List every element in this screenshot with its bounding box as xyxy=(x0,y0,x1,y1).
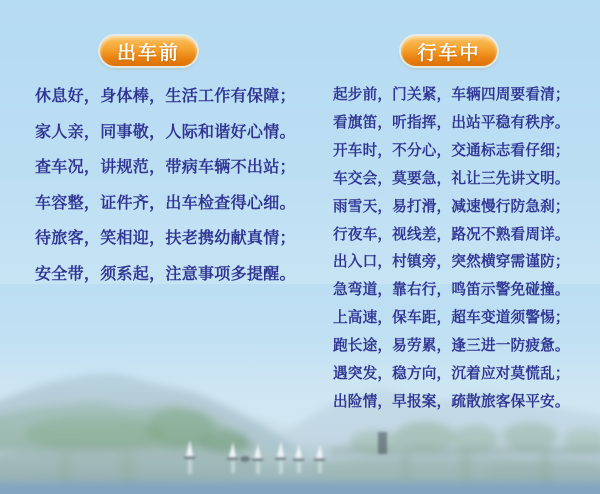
verse-line: 待旅客，笑相迎，扶老携幼献真情； xyxy=(35,228,296,247)
verse-line: 出险情，早报案，疏散旅客保平安。 xyxy=(333,392,570,410)
verse-line: 家人亲，同事敬，人际和谐好心情。 xyxy=(35,121,296,141)
verse-line: 行夜车，视线差，路况不熟看周详。 xyxy=(333,225,570,243)
verse-line: 起步前，门关紧，车辆四周要看清； xyxy=(333,86,570,103)
while-driving-title-badge xyxy=(401,36,497,66)
verse-line: 跑长途，易劳累，逢三进一防疲惫。 xyxy=(333,337,570,355)
verse-line: 车交会，莫要急，礼让三先讲文明。 xyxy=(333,169,570,187)
while-driving-title: 行车中 xyxy=(417,41,481,64)
verse-line: 休息好，身体棒，生活工作有保障； xyxy=(35,86,296,105)
verse-line: 上高速，保车距，超车变道须警惕； xyxy=(333,309,570,327)
verse-line: 安全带，须系起，注意事项多提醒。 xyxy=(35,263,296,283)
before-departure-title-badge xyxy=(100,36,197,66)
verse-line: 出入口，村镇旁，突然横穿需谨防； xyxy=(333,253,570,271)
while-driving-verses xyxy=(333,81,570,416)
verse-line: 车容整，证件齐，出车检查得心细。 xyxy=(35,192,296,212)
verse-line: 雨雪天，易打滑，减速慢行防急刹； xyxy=(333,197,570,215)
verse-line: 看旗笛，听指挥，出站平稳有秩序。 xyxy=(333,113,570,131)
before-departure-title: 出车前 xyxy=(116,41,180,64)
verse-line: 开车时，不分心，交通标志看仔细； xyxy=(333,141,570,159)
verse-line: 查车况，讲规范，带病车辆不出站； xyxy=(35,157,296,176)
before-departure-verses xyxy=(35,78,296,291)
verse-line: 遇突发，稳方向，沉着应对莫慌乱； xyxy=(333,365,570,383)
verse-line: 急弯道，靠右行，鸣笛示警免碰撞。 xyxy=(333,281,570,299)
